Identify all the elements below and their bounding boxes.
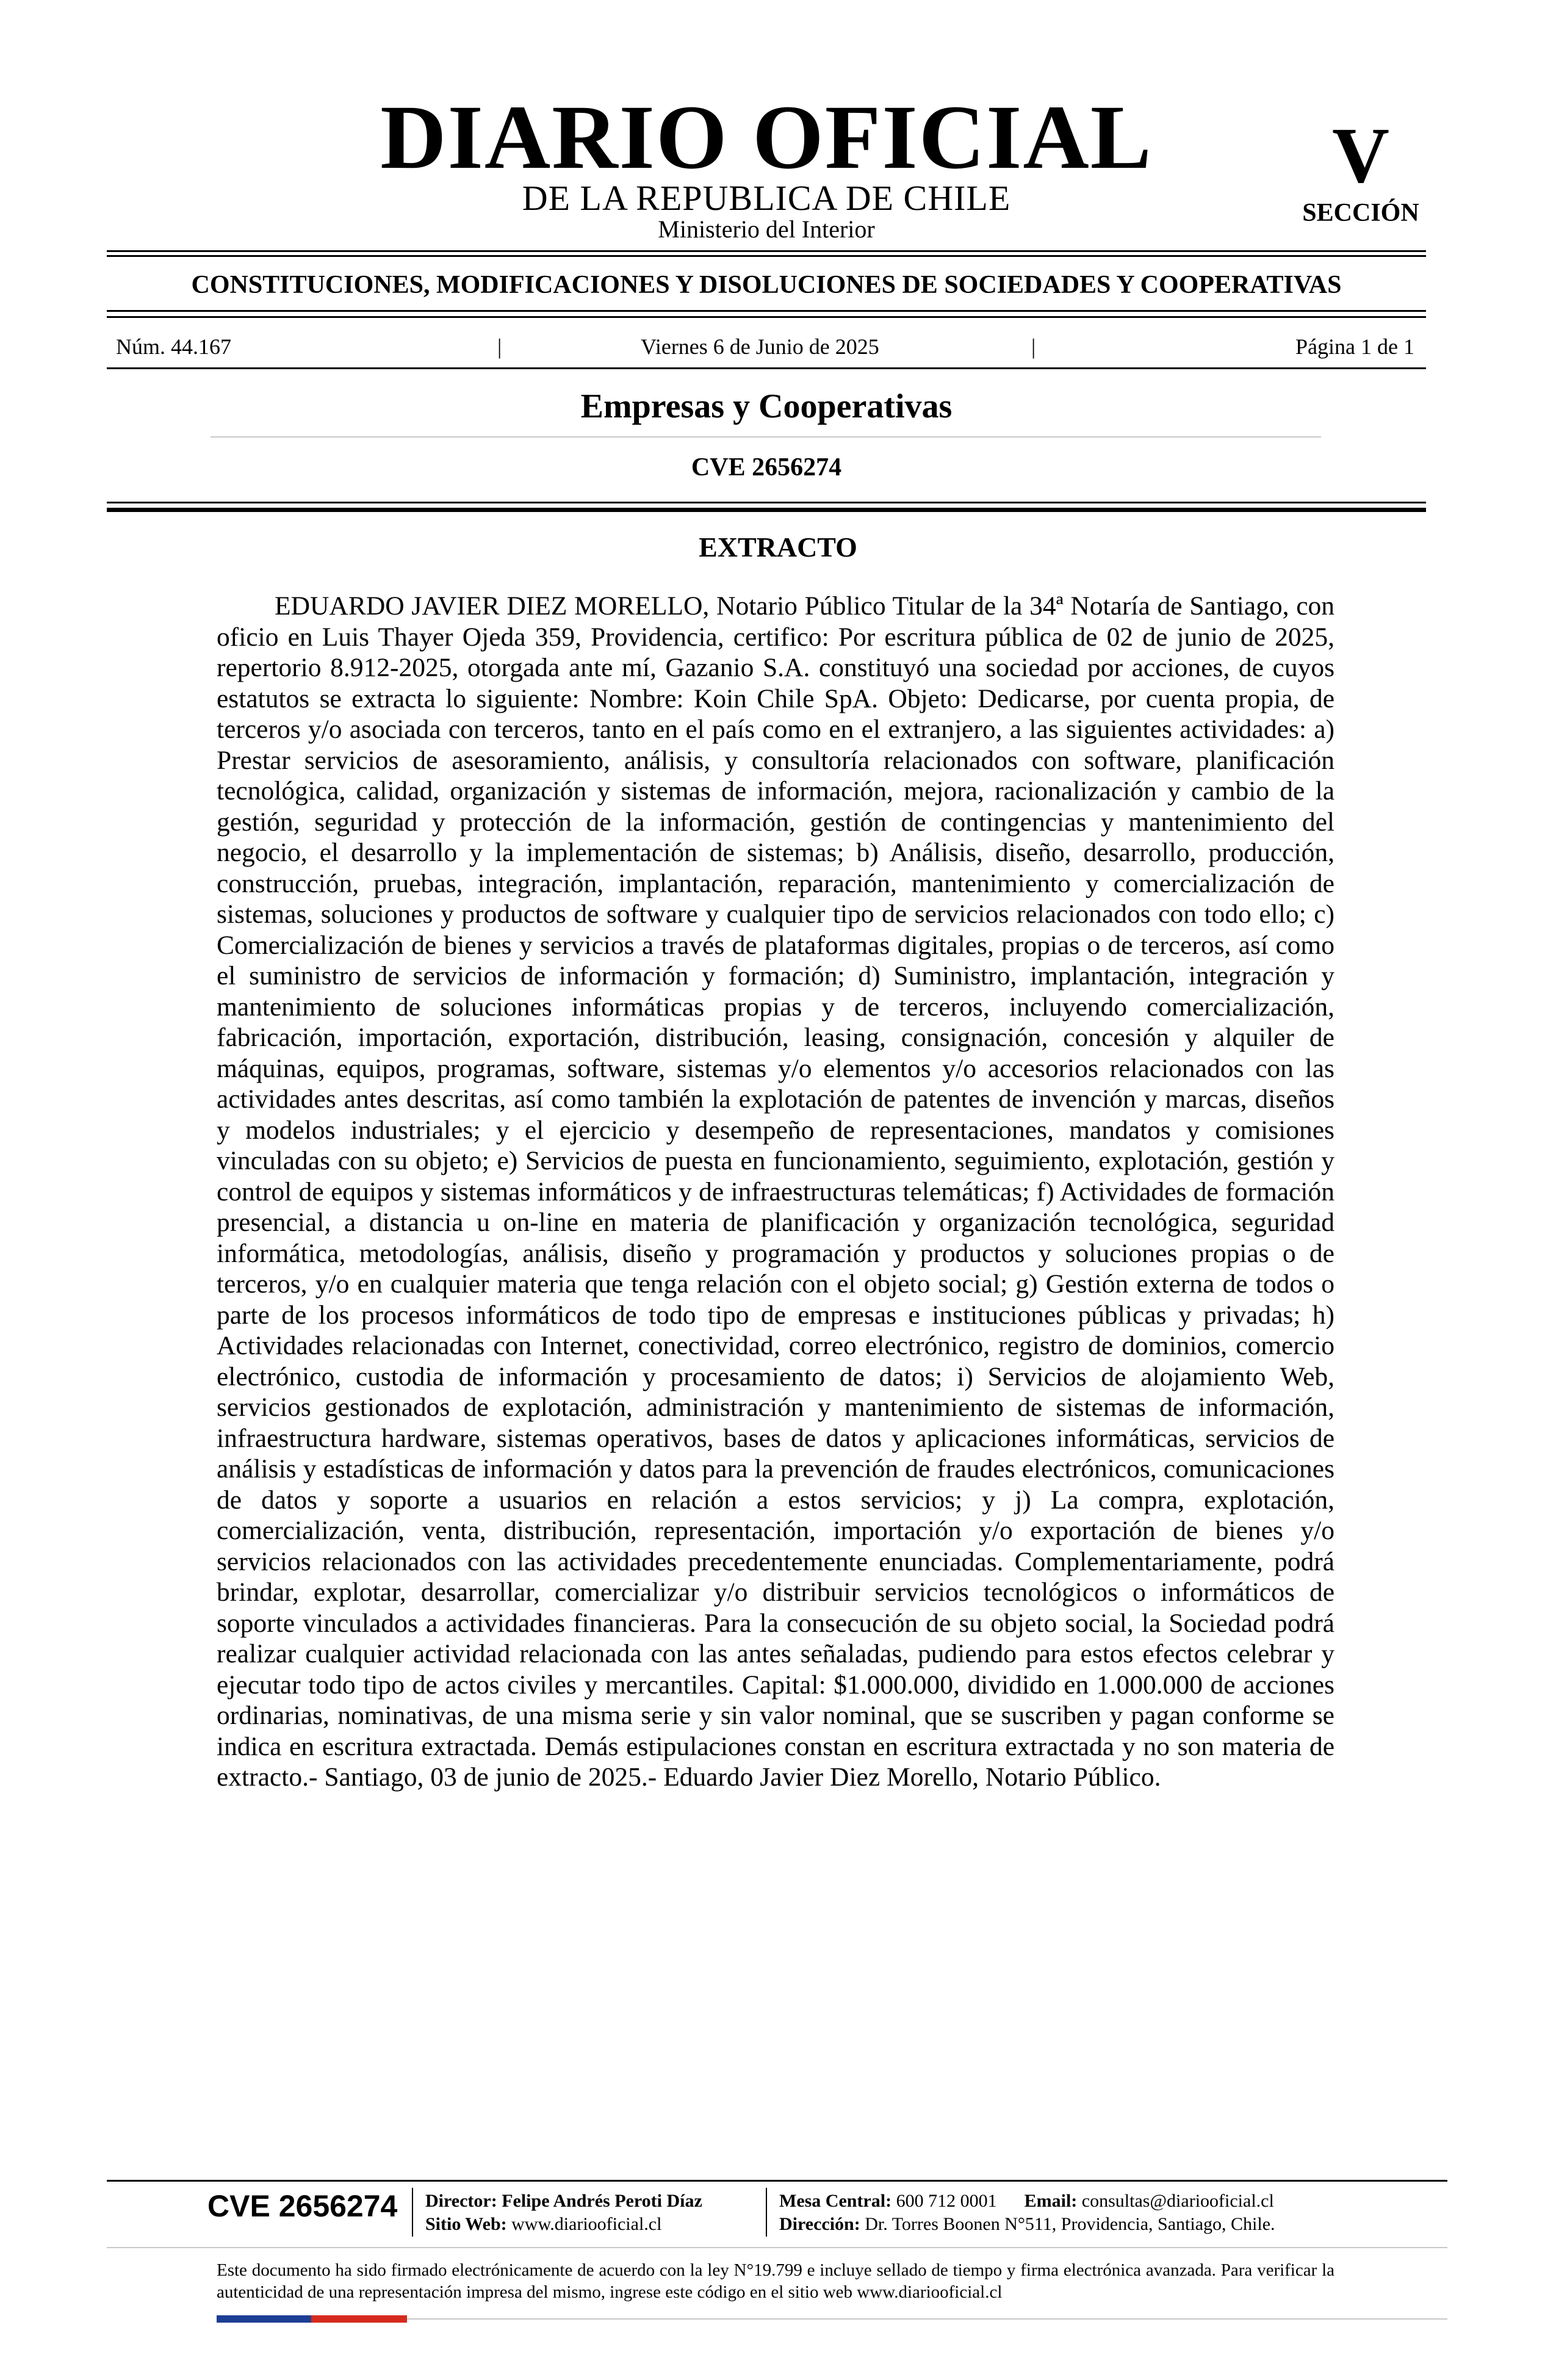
address-label: Dirección: [779,2214,860,2234]
signature-disclaimer: Este documento ha sido firmado electrónicamente de acuerdo con la ley N°19.799 e incluye sellado de tiempo y firma electrónica avanzada. Para verificar la autenticidad de una representación impresa del mismo, ingrese este código en el sitio web www.diariooficial.cl [217,2260,1334,2302]
footer-bottom-rule [407,2318,1447,2320]
footer-divider [766,2188,767,2237]
flag-stripe-blue [217,2315,311,2323]
ministry-label: Ministerio del Interior [658,215,875,243]
info-separator: | [497,334,502,359]
page-indicator: Página 1 de 1 [1295,334,1414,359]
section-name: Empresas y Cooperativas [580,388,953,425]
document-title: EXTRACTO [699,532,857,563]
issue-number: Núm. 44.167 [116,334,231,359]
section-label: SECCIÓN [1302,199,1419,227]
header-rule [107,255,1426,257]
section-letter: V [1332,112,1389,200]
website-link[interactable]: www.diariooficial.cl [511,2214,662,2234]
issue-info-bar [116,334,1414,359]
footer-contact-block [779,2190,1275,2236]
title-rule [107,502,1426,503]
info-bar-rule [107,367,1426,369]
footer-divider [412,2188,413,2237]
director-label: Director: [425,2191,497,2211]
info-separator: | [1031,334,1036,359]
section-heading: CONSTITUCIONES, MODIFICACIONES Y DISOLUCIONES DE SOCIEDADES Y COOPERATIVAS [191,271,1342,299]
footer-director-block [425,2190,702,2236]
address-value: Dr. Torres Boonen N°511, Providencia, Santiago, Chile. [865,2214,1275,2234]
email-label: Email: [1024,2191,1078,2211]
footer-cve-code: CVE 2656274 [207,2189,398,2223]
director-name: Felipe Andrés Peroti Díaz [502,2191,702,2211]
header-rule [107,250,1426,252]
issue-date: Viernes 6 de Junio de 2025 [641,334,879,359]
email-link[interactable]: consultas@diariooficial.cl [1081,2191,1274,2211]
website-label: Sitio Web: [425,2214,507,2234]
header-rule [107,316,1426,318]
phone-number: 600 712 0001 [896,2191,997,2211]
masthead-title: DIARIO OFICIAL [380,87,1153,188]
document-body: EDUARDO JAVIER DIEZ MORELLO, Notario Público Titular de la 34ª Notaría de Santiago, con oficio en Luis Thayer Ojeda 359, Providencia, certifico: Por escritura pública de 02 de junio de 2025, repertorio 8.912-2025, otorgada ante mí, Gazanio S.A. constituyó una sociedad por acciones, de cuyos estatutos se extracta lo siguiente: Nombre: Koin Chile SpA. Objeto: Dedicarse, por cuenta propia, de terceros y/o asociada con terceros, tanto en el país como en el extranjero, a las siguientes actividades: a) Prestar servicios de asesoramiento, análisis, y consultoría relacionados con software, planificación tecnológica, calidad, organización y sistemas de información, mejora, racionalización y cambio de la gestión, seguridad y protección de la información, gestión de contingencias y mantenimiento del negocio, el desarrollo y la implementación de sistemas; b) Análisis, diseño, desarrollo, producción, construcción, pruebas, integración, implantación, reparación, mantenimiento y comercialización de sistemas, soluciones y productos de software y cualquier tipo de servicios relacionados con todo ello; c) Comercialización de bienes y servicios a través de plataformas digitales, propias o de terceros, así como el suministro de servicios de información y formación; d) Suministro, implantación, integración y mantenimiento de soluciones informáticas propias y de terceros, incluyendo comercialización, fabricación, importación, exportación, distribución, leasing, consignación, concesión y alquiler de máquinas, equipos, programas, software, sistemas y/o elementos y/o accesorios relacionados con las actividades antes descritas, así como también la explotación de patentes de invención y marcas, diseños y modelos industriales; y el ejercicio y desempeño de representaciones, mandatos y comisiones vinculadas con su objeto; e) Servicios de puesta en funcionamiento, seguimiento, explotación, gestión y control de equipos y sistemas informáticos y de infraestructuras telemáticas; f) Actividades de formación presencial, a distancia u on-line en materia de planificación y organización tecnológica, seguridad informática, metodologías, análisis, diseño y programación y productos y soluciones propias o de terceros, y/o en cualquier materia que tenga relación con el objeto social; g) Gestión externa de todos o parte de los procesos informáticos de todo tipo de empresas e instituciones públicas y privadas; h) Actividades relacionadas con Internet, conectividad, correo electrónico, registro de dominios, comercio electrónico, custodia de información y procesamiento de datos; i) Servicios de alojamiento Web, servicios gestionados de explotación, administración y mantenimiento de sistemas de información, infraestructura hardware, sistemas operativos, bases de datos y aplicaciones informáticas, servicios de análisis y estadísticas de información y datos para la prevención de fraudes electrónicos, comunicaciones de datos y soporte a usuarios en relación a estos servicios; y j) La compra, explotación, comercialización, venta, distribución, representación, importación y/o exportación de bienes y/o servicios relacionados con las actividades precedentemente enunciadas. Complementariamente, podrá brindar, explotar, desarrollar, comercializar y/o distribuir servicios tecnológicos o informáticos de soporte vinculados a actividades financieras. Para la consecución de su objeto social, la Sociedad podrá realizar cualquier actividad relacionada con las antes señaladas, pudiendo para estos efectos celebrar y ejecutar todo tipo de actos civiles y mercantiles. Capital: $1.000.000, dividido en 1.000.000 de acciones ordinarias, nominativas, de una misma serie y sin valor nominal, que se suscriben y pagan conforme se indica en escritura extractada. Demás estipulaciones constan en escritura extractada y no son materia de extracto.- Santiago, 03 de junio de 2025.- Eduardo Javier Diez Morello, Notario Público. [217,591,1334,1792]
section-divider [211,436,1321,438]
flag-stripe-red [311,2315,407,2323]
header-rule [107,310,1426,312]
footer-separator [107,2247,1447,2248]
masthead-subtitle: DE LA REPUBLICA DE CHILE [522,178,1011,218]
title-rule [107,508,1426,512]
cve-code: CVE 2656274 [691,453,842,481]
phone-label: Mesa Central: [779,2191,892,2211]
footer-rule [107,2180,1447,2182]
